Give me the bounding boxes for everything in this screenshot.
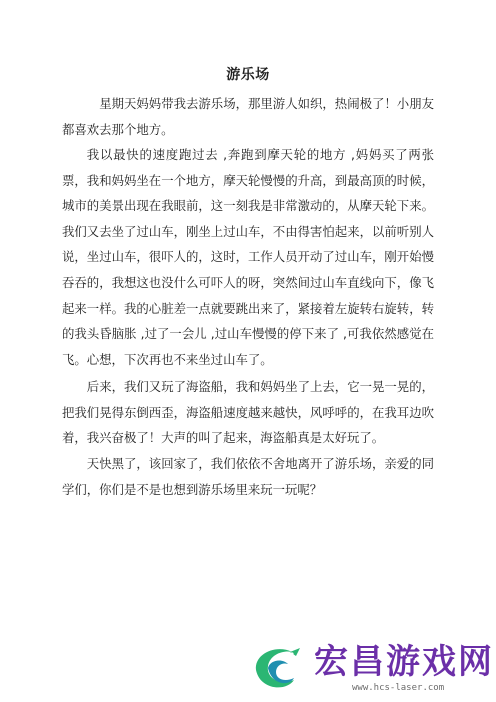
watermark-url: www.hcs-laser.com (352, 683, 445, 693)
paragraph-1: 星期天妈妈带我去游乐场，那里游人如织，热闹极了！小朋友都喜欢去那个地方。 (62, 96, 434, 137)
paragraph-3: 后来，我们又玩了海盗船，我和妈妈坐了上去，它一晃一晃的，把我们晃得东倒西歪，海盗船速度越来越快，风呼呼的，在我耳边吹着，我兴奋极了！大声的叫了起来，海盗船真是太好玩了。 (62, 379, 434, 446)
paragraph-4: 天快黑了，该回家了，我们依依不舍地离开了游乐场，亲爱的同学们，你们是不是也想到游乐场里来玩一玩呢？ (62, 456, 434, 497)
watermark-site-name: 宏昌游戏网 (314, 642, 494, 682)
site-watermark (246, 640, 492, 698)
document-title: 游乐场 (226, 67, 270, 83)
dragon-logo-icon (246, 640, 308, 698)
paragraph-2: 我以最快的速度跑过去 ,奔跑到摩天轮的地方 ,妈妈买了两张票，我和妈妈坐在一个地方，摩天轮慢慢的升高，到最高顶的时候，城市的美景出现在我眼前，这一刻我是非常激动的，从摩天轮下来。我们又去坐了过山车，刚坐上过山车，不由得害怕起来，以前听别人说，坐过山车，很吓人的，这时，工作人员开动了过山车，刚开始慢吞吞的，我想这也没什么可吓人的呀，突然间过山车直线向下，像飞起来一样。我的心脏差一点就要跳出来了，紧接着左旋转右旋转，转的我头昏脑胀 ,过了一会儿 ,过山车慢慢的停下来了 ,可我依然感觉在飞。心想，下次再也不来坐过山车了。 (62, 147, 434, 367)
